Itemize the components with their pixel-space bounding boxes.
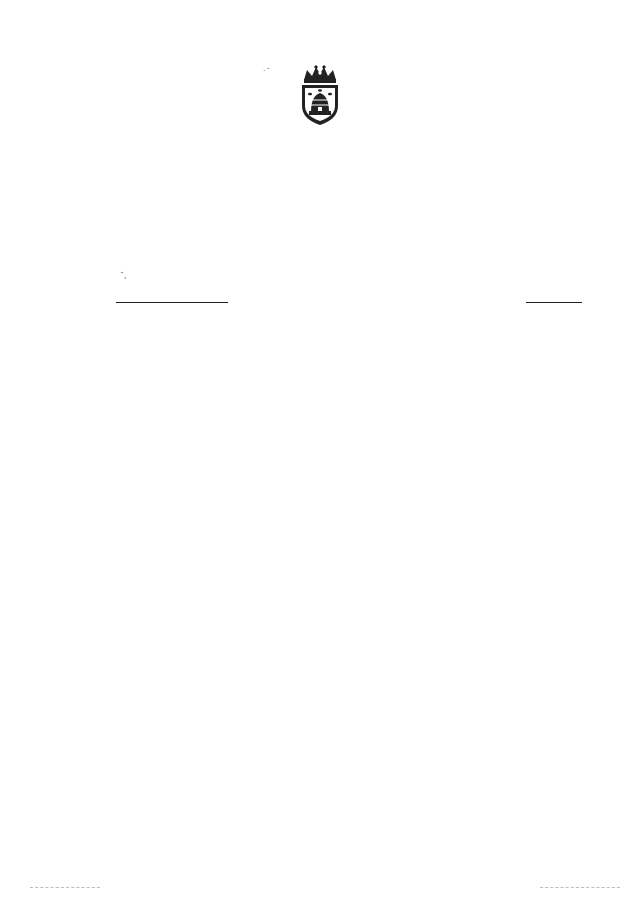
scan-artifact-left xyxy=(30,887,100,888)
number-underline xyxy=(526,302,582,303)
scan-speck: · ˘ xyxy=(263,67,270,75)
date-tick-mark: ˘, xyxy=(120,271,127,280)
emblem-icon xyxy=(296,64,344,126)
date-underline xyxy=(116,302,228,303)
scan-artifact-right xyxy=(540,887,620,888)
